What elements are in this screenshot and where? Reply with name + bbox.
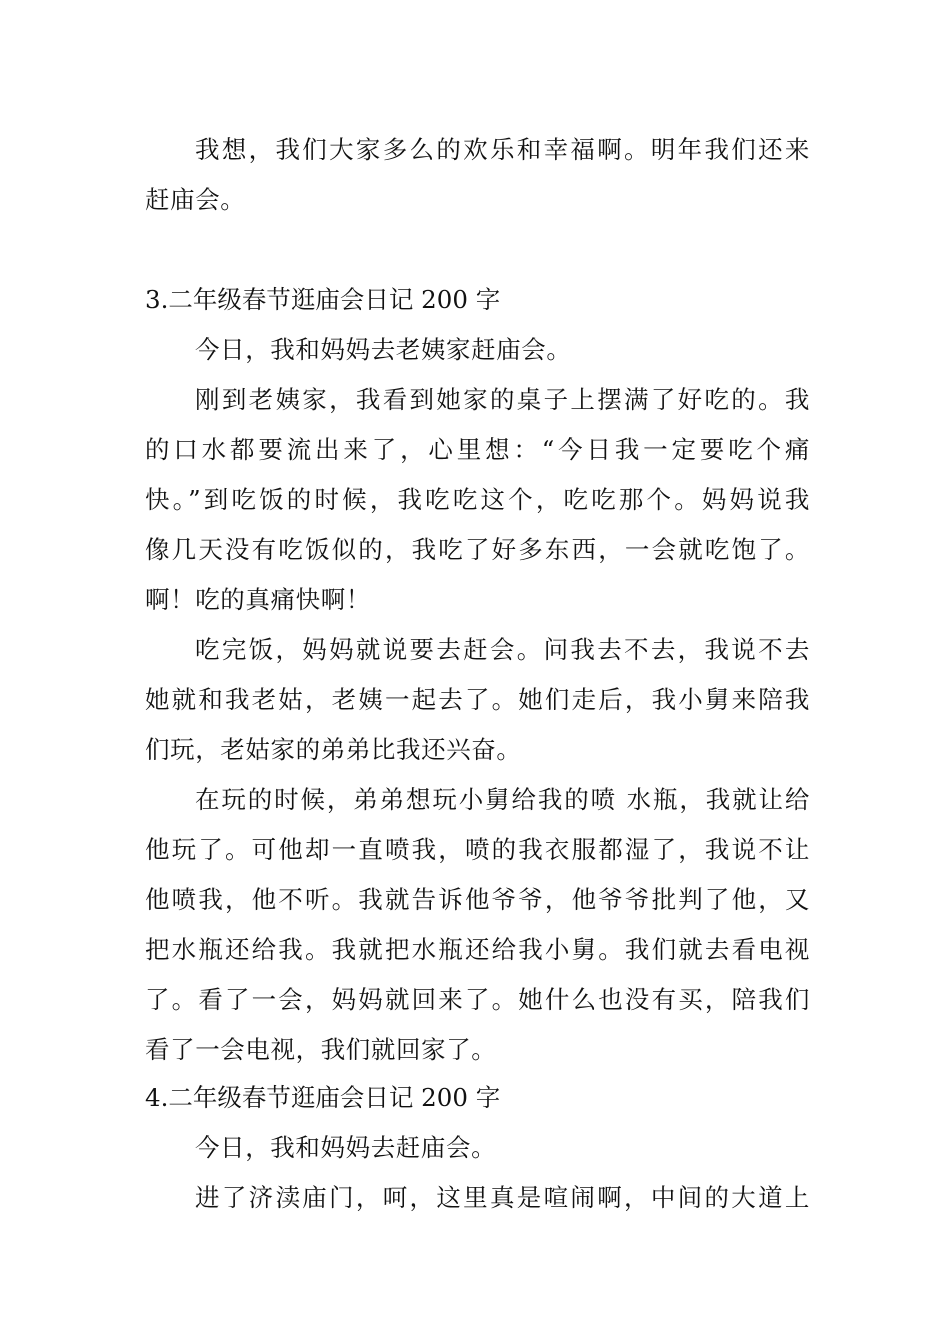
paragraph-line: 她就和我老姑，老姨一起去了。她们走后，我小舅来陪我 [145,685,810,714]
paragraph-line: 刚到老姨家，我看到她家的桌子上摆满了好吃的。我 [195,385,810,414]
paragraph-line: 们玩，老姑家的弟弟比我还兴奋。 [145,735,522,764]
paragraph-line: 进了济渎庙门，呵，这里真是喧闹啊，中间的大道上 [195,1183,810,1212]
paragraph-line: 像几天没有吃饭似的，我吃了好多东西，一会就吃饱了。 [145,535,810,564]
paragraph-line: 吃完饭，妈妈就说要去赶会。问我去不去，我说不去 [195,635,810,664]
paragraph-line: 他玩了。可他却一直喷我，喷的我衣服都湿了，我说不让 [145,835,810,864]
paragraph-line: 赶庙会。 [145,185,246,214]
paragraph-line: 把水瓶还给我。我就把水瓶还给我小舅。我们就去看电视 [145,935,810,964]
paragraph-line: 看了一会电视，我们就回家了。 [145,1035,497,1064]
paragraph-line: 今日，我和妈妈去老姨家赶庙会。 [195,335,572,364]
paragraph-line: 的口水都要流出来了，心里想：“今日我一定要吃个痛 [145,435,810,464]
section-heading-4: 4.二年级春节逛庙会日记 200 字 [145,1083,501,1112]
paragraph-line: 我想，我们大家多么的欢乐和幸福啊。明年我们还来 [195,135,810,164]
paragraph-line: 快。”到吃饭的时候，我吃吃这个，吃吃那个。妈妈说我 [145,485,810,514]
paragraph-line: 他喷我，他不听。我就告诉他爷爷，他爷爷批判了他，又 [145,885,810,914]
paragraph-line: 啊！吃的真痛快啊！ [145,585,371,614]
section-heading-3: 3.二年级春节逛庙会日记 200 字 [145,285,501,314]
paragraph-line: 今日，我和妈妈去赶庙会。 [195,1133,497,1162]
paragraph-line: 在玩的时候，弟弟想玩小舅给我的喷 水瓶，我就让给 [195,785,810,814]
paragraph-line: 了。看了一会，妈妈就回来了。她什么也没有买，陪我们 [145,985,810,1014]
